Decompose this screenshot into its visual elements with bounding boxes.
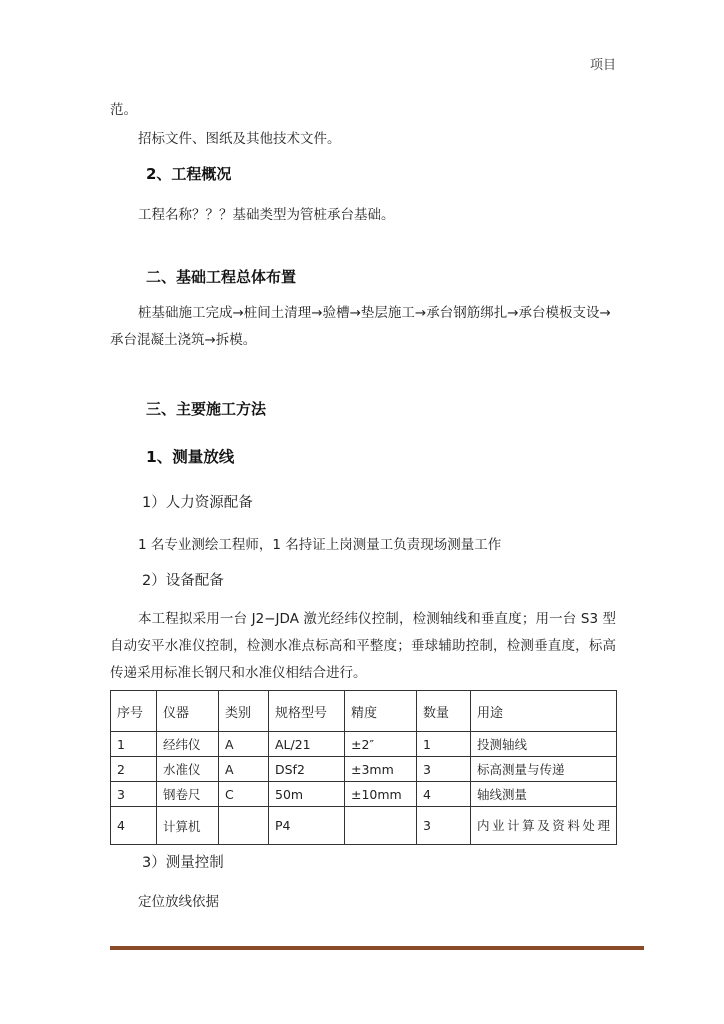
table-cell: 4 xyxy=(417,782,471,807)
table-cell: ±3mm xyxy=(345,757,417,782)
header-label: 项目 xyxy=(589,58,616,73)
table-header-cell: 精度 xyxy=(345,691,417,732)
table-header-cell: 规格型号 xyxy=(269,691,345,732)
section-heading: 三、主要施工方法 xyxy=(146,400,267,418)
table-cell: C xyxy=(219,782,269,807)
table-cell: 经纬仪 xyxy=(157,732,219,757)
table-cell xyxy=(471,807,617,845)
table-cell: 水准仪 xyxy=(157,757,219,782)
table-cell: 2 xyxy=(111,757,157,782)
table-row xyxy=(111,782,617,807)
table-cell: A xyxy=(219,732,269,757)
table-header-row xyxy=(111,691,617,732)
table-row xyxy=(111,732,617,757)
table-cell: 3 xyxy=(111,782,157,807)
table-cell: 1 xyxy=(111,732,157,757)
table-cell-text: 内业计算及资料处理 xyxy=(477,818,610,833)
table-cell: 3 xyxy=(417,757,471,782)
subheading: 1）人力资源配备 xyxy=(142,495,253,511)
table-row xyxy=(111,807,617,845)
section-heading: 2、工程概况 xyxy=(146,165,232,183)
table-cell: ±10mm xyxy=(345,782,417,807)
text-line: 范。 xyxy=(110,102,137,118)
text-line: 定位放线依据 xyxy=(138,894,219,910)
section-heading: 1、测量放线 xyxy=(146,448,235,466)
table-cell: DSf2 xyxy=(269,757,345,782)
table-cell: ±2″ xyxy=(345,732,417,757)
paragraph: 桩基础施工完成→桩间土清理→验槽→垫层施工→承台钢筋绑扎→承台模板支设→承台混凝土浇筑→拆模。 xyxy=(110,305,611,348)
table-header-cell: 仪器 xyxy=(157,691,219,732)
section-heading: 二、基础工程总体布置 xyxy=(146,268,297,286)
table-header-cell: 类别 xyxy=(219,691,269,732)
text-line: 1 名专业测绘工程师，1 名持证上岗测量工负责现场测量工作 xyxy=(138,537,502,553)
table-row xyxy=(111,757,617,782)
table-cell: AL/21 xyxy=(269,732,345,757)
table-cell: 1 xyxy=(417,732,471,757)
table-cell: 50m xyxy=(269,782,345,807)
table-cell: P4 xyxy=(269,807,345,845)
text-line: 工程名称？？？基础类型为管桩承台基础。 xyxy=(138,207,395,223)
table-cell: 标高测量与传递 xyxy=(471,757,617,782)
table-cell: 计算机 xyxy=(157,807,219,845)
table-header-cell: 序号 xyxy=(111,691,157,732)
table-cell xyxy=(219,807,269,845)
table-cell xyxy=(345,807,417,845)
footer-rule xyxy=(110,946,644,950)
subheading: 3）测量控制 xyxy=(142,855,224,871)
table-header-cell: 用途 xyxy=(471,691,617,732)
paragraph: 本工程拟采用一台 J2−JDA 激光经纬仪控制，检测轴线和垂直度；用一台 S3 型自动安平水准仪控制，检测水准点标高和平整度；垂球辅助控制，检测垂直度，标高传递采用标准长钢尺和水准仪相结合进行。 xyxy=(110,611,616,681)
subheading: 2）设备配备 xyxy=(142,573,224,589)
table-cell: 投测轴线 xyxy=(471,732,617,757)
equipment-table xyxy=(110,690,617,845)
text-line: 招标文件、图纸及其他技术文件。 xyxy=(138,131,341,147)
table-cell: 轴线测量 xyxy=(471,782,617,807)
table-cell: 3 xyxy=(417,807,471,845)
table-cell: 4 xyxy=(111,807,157,845)
table-cell: A xyxy=(219,757,269,782)
table-header-cell: 数量 xyxy=(417,691,471,732)
table-cell: 钢卷尺 xyxy=(157,782,219,807)
